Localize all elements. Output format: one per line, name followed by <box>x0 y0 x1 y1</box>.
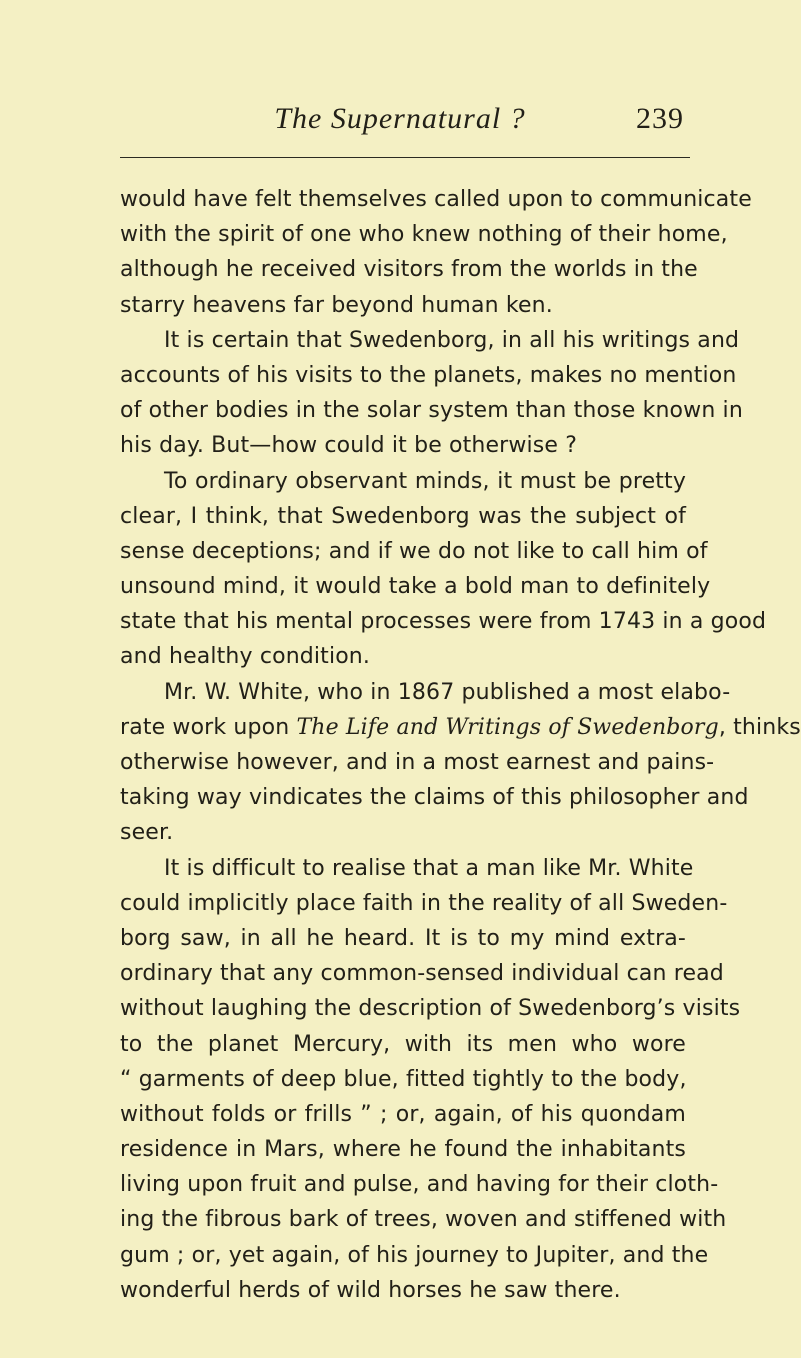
text-line: “ garments of deep blue, fitted tightly to the body, <box>120 1066 687 1092</box>
text-line: It is difficult to realise that a man like Mr. White <box>164 855 694 881</box>
text-line: Mr. W. White, who in 1867 published a most elabo- <box>164 679 731 705</box>
header-rule <box>120 157 690 158</box>
text-line: ing the fibrous bark of trees, woven and stiffened with <box>120 1207 727 1233</box>
book-title: The Life and Writings of Swedenborg <box>296 714 719 740</box>
running-title: The Supernatural ? <box>274 102 526 135</box>
text-line: to the planet Mercury, with its men who wore <box>120 1031 686 1057</box>
text-line: residence in Mars, where he found the inhabitants <box>120 1137 686 1163</box>
text-segment: , thinks <box>718 714 801 740</box>
text-line: could implicitly place faith in the reality of all Sweden- <box>120 890 728 916</box>
text-line: seer. <box>120 820 174 846</box>
text-line: borg saw, in all he heard. It is to my mind extra- <box>120 925 686 951</box>
text-line: without laughing the description of Swedenborg’s visits <box>120 996 741 1022</box>
text-segment: rate work upon <box>120 714 297 740</box>
text-line: state that his mental processes were from 1743 in a good <box>120 609 767 635</box>
page-number: 239 <box>636 102 684 135</box>
text-line: ordinary that any common-sensed individual can read <box>120 961 724 987</box>
text-line: and healthy condition. <box>120 644 371 670</box>
text-line: unsound mind, it would take a bold man to definitely <box>120 574 711 600</box>
text-line: otherwise however, and in a most earnest and pains- <box>120 750 715 775</box>
text-line: his day. But—how could it be otherwise ? <box>120 433 578 459</box>
text-line: without folds or frills ” ; or, again, of his quondam <box>120 1101 686 1127</box>
text-line: of other bodies in the solar system than those known in <box>120 398 743 424</box>
body-text <box>120 182 801 1308</box>
text-line: sense deceptions; and if we do not like to call him of <box>120 538 708 564</box>
page-header <box>120 98 690 138</box>
text-line: wonderful herds of wild horses he saw there. <box>120 1277 621 1303</box>
text-line: with the spirit of one who knew nothing of their home, <box>120 222 728 248</box>
text-line: accounts of his visits to the planets, makes no mention <box>120 362 737 388</box>
text-line: would have felt themselves called upon to communicate <box>120 187 752 212</box>
text-line: starry heavens far beyond human ken. <box>120 292 553 318</box>
text-line: To ordinary observant minds, it must be pretty <box>164 468 686 494</box>
text-line: although he received visitors from the worlds in the <box>120 257 698 283</box>
text-line <box>120 710 801 745</box>
text-line: taking way vindicates the claims of this philosopher and <box>120 785 749 811</box>
text-line: gum ; or, yet again, of his journey to Jupiter, and the <box>120 1242 709 1268</box>
text-line: It is certain that Swedenborg, in all his writings and <box>164 327 740 353</box>
text-line: living upon fruit and pulse, and having for their cloth- <box>120 1172 719 1198</box>
text-line: clear, I think, that Swedenborg was the subject of <box>120 503 686 529</box>
